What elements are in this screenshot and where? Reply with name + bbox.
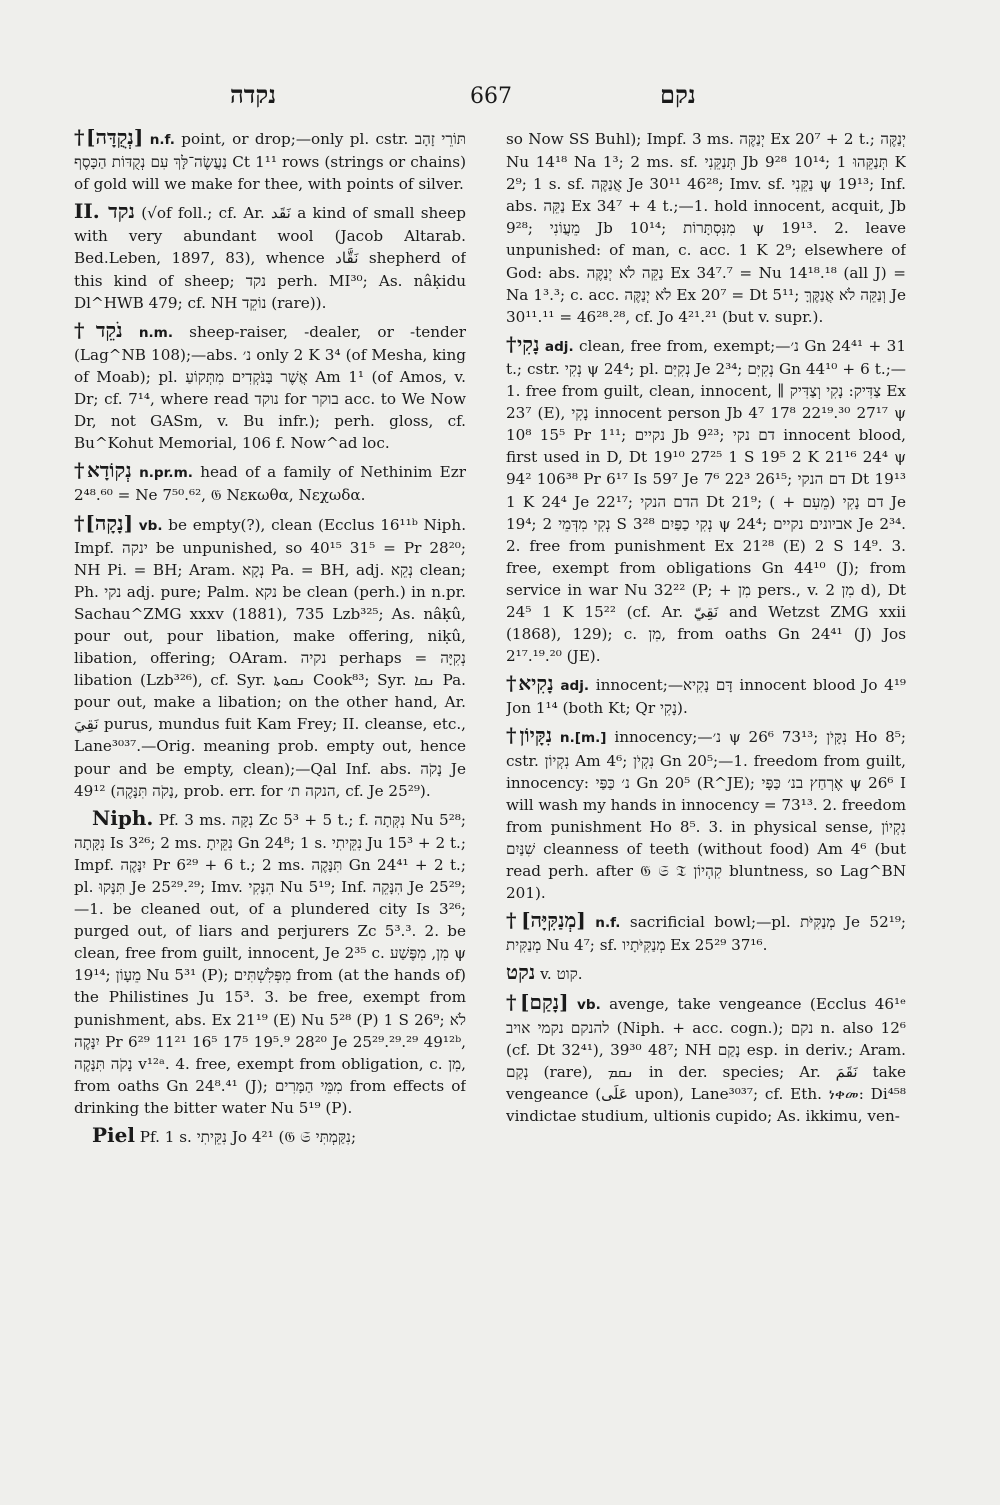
entry-headword: Piel — [92, 1123, 135, 1148]
entry-headword: †[נָקָה] — [74, 510, 134, 535]
entry-menaqqiyyah — [506, 909, 906, 956]
entry-headword: נקט — [506, 960, 536, 985]
entry-label: n.pr.m. — [139, 465, 193, 482]
entry-label: vb. — [577, 997, 601, 1014]
entry-headword: †נֹקֵד — [74, 317, 123, 342]
running-head-right: נקם — [660, 80, 696, 109]
page-number: 667 — [470, 84, 512, 109]
entry-label: n.f. — [595, 915, 621, 932]
entry-label: n.f. — [149, 132, 175, 148]
entry-naqah — [74, 512, 466, 802]
entry-headword: †נָקִיא — [506, 671, 554, 696]
entry-noqed — [74, 319, 466, 455]
entry-label: n.[m.] — [559, 730, 607, 747]
entry-text: v. קוט. — [540, 965, 583, 984]
entry-piel-continued — [506, 126, 906, 328]
entry-headword: II. נקד — [74, 199, 135, 224]
entry-text: so Now SS Buhl); Impf. 3 ms. יְנַקֶּה Ex 20⁷ + 2 t.; יְנַקֶּה Nu 14¹⁸ Na 1³; 2 ms. sf. תְּנַקֵּנִי Jb 9²⁸ 10¹⁴; תְּנַקֵּהוּ 1 K 2⁹; 1 s. sf. אֲנַקֶּה Je 30¹¹ 46²⁸; Imv. sf. נַקֵּנִי ψ 19¹³; Inf. abs. נַקֵּה Ex 34⁷ + 4 t.;—1. hold innocent, acquit, Jb 9²⁸; מֵעֲוֹנִי Jb 10¹⁴; מִנִּסְתָּרוֹת ψ 19¹³. 2. leave unpunished: of man, c. acc. 1 K 2⁹; elsewhere of God: abs. נַקֵּה לֹא יְנַקֶּה Ex 34⁷.⁷ = Nu 14¹⁸.¹⁸ (all J) = Na 1³.³; c. acc. לֹא יְנַקֶּה Ex 20⁷ = Dt 5¹¹; וְנַקֵּה לֹא אֲנַקֶּךָּ Je 30¹¹.¹¹ = 46²⁸.²⁸, cf. Jo 4²¹.²¹ (but v. supr.). — [506, 130, 906, 326]
entry-piel — [74, 1124, 466, 1149]
entry-text: point, or drop;—only pl. cstr. תּוֹרֵי זָהָב נַעֲשֶׂה־לָּךְ עִם נְקֻדּוֹת הַכָּסֶף Ct 1¹¹ rows (strings or chains) of gold will we make for thee, with points of silver. — [74, 130, 466, 194]
entry-headword: †נִקָּיוֹן — [506, 723, 553, 748]
entry-text: avenge, take vengeance (Ecclus 46¹ᵉ להנקם נקמי אויב (Niph. + acc. cogn.); נקם n. also 12⁶ (cf. Dt 32⁴¹), 39³⁰ 48⁷; NH נָקַם esp. in deriv.; Aram. נְקַם (rare), ܢܩܡ in der. species; Ar. نَقَمَ take vengeance (عَلَى upon), Lane³⁰³⁷; cf. Eth. ነቀመ: Di⁴⁵⁸ vindictae studium, ultionis cupido; As. ikkimu, ven- — [506, 995, 906, 1125]
entry-text: head of a family of Nethinim Ezr 2⁴⁸.⁶⁰ = Ne 7⁵⁰.⁶², 𝔊 Νεκωθα, Νεχωδα. — [74, 463, 466, 505]
right-column — [506, 126, 906, 1486]
entry-text: be empty(?), clean (Ecclus 16¹¹ᵇ Niph. Impf. ינקה be unpunished, so 40¹⁵ 31⁵ = Pr 28²⁰; NH Pi. = BH; Aram. נְקָא Pa. = BH, adj. נְקֵא clean; Ph. נקי adj. pure; Palm. נקא be clean (perh.) in n.pr. Sachau^ZMG xxxv (1881), 735 Lzb³²⁵; As. nâḳû, pour out, pour libation, make offering, niḳû, libation, offering; OAram. נקיה perhaps = נְקִיָּה libation (Lzb³²⁶), cf. Syr. ܢܩܘܬܐ Cook⁸³; Syr. ܢܩܐ Pa. pour out, make a libation; on the other hand, Ar. نَقِيَ purus, mundus fuit Kam Frey; II. cleanse, etc., Lane³⁰³⁷.—Orig. meaning prob. empty out, hence pour and be empty, clean);—Qal Inf. abs. נָקֹה Je 49¹² (נָקֹה תִּנָּקֶה, prob. err. for הנקה ת׳, cf. Je 25²⁹). — [74, 515, 466, 800]
entry-niphal — [74, 807, 466, 1119]
entry-nqt — [506, 961, 906, 986]
entry-headword: †[מְנַקִּיָּה] — [506, 908, 586, 933]
entry-text: sheep-raiser, -dealer, or -tender (Lag^NB 108);—abs. נ׳ only 2 K 3⁴ (of Mesha, king of Moab); pl. אֲשֶׁר בַּנֹּקְדִים מִתְּקוֹעַ Am 1¹ (of Amos, v. Dr; cf. 7¹⁴, where read נוקד for בוקר acc. to We Now Dr, not GASm, v. Bu infr.); perh. gloss, cf. Bu^Kohut Memorial, 106 f. Now^ad loc. — [74, 322, 466, 453]
entry-text: innocent;—דָּם נָקִיא innocent blood Jo 4¹⁹ Jon 1¹⁴ (both Kt; Qr נָקִי). — [506, 676, 906, 718]
entry-headword: †[נָקַם] — [506, 990, 569, 1015]
entry-nequddah — [74, 126, 466, 195]
entry-text: (√of foll.; cf. Ar. نَقَد a kind of small sheep with very abundant wool (Jacob Altarab. Bed.Leben, 1897, 83), whence نَقَّاد shepherd of this kind of sheep; נקד perh. MI³⁰; As. nâḳidu Dl^HWB 479; cf. NH נוֹקֵד (rare)). — [74, 204, 466, 312]
entry-label: vb. — [138, 517, 163, 534]
entry-headword: †נְקוֹדָא — [74, 458, 132, 483]
entry-text: Pf. 3 ms. נִקָּה Zc 5³ + 5 t.; f. נִקְּתָה Nu 5²⁸; נִקָּתָה Is 3²⁶; 2 ms. נִקֵּיתָ Gn 24⁸; 1 s. נִקֵּיתִי Ju 15³ + 2 t.; Impf. יִנָּקֶה Pr 6²⁹ + 6 t.; 2 ms. תִּנָּקֶה Gn 24⁴¹ + 2 t.; pl. תִּנָּקוּ Je 25²⁹.²⁹; Imv. הִנָּקִי Nu 5¹⁹; Inf. הִנָּקֵה Je 25²⁹;—1. be cleaned out, of a plundered city Is 3²⁶; purged out, of liars and perjurers Zc 5³.³. 2. be clean, free from guilt, innocent, Je 2³⁵ c. מִן, מִפֶּשַׁע ψ 19¹⁴; מֵעָוֹן Nu 5³¹ (P); מִפְּלִשְׁתִּים from (at the hands of) the Philistines Ju 15³. 3. be free, exempt from punishment, abs. Ex 21¹⁹ (E) Nu 5²⁸ (P) 1 S 26⁹; לֹא יִנָּקֶה Pr 6²⁹ 11²¹ 16⁵ 17⁵ 19⁵.⁹ 28²⁰ Je 25²⁹.²⁹.²⁹ 49¹²ᵇ, נָקֹה תִּנָּקֶה v¹²ᵃ. 4. free, exempt from obligation, c. מִן, from oaths Gn 24⁸.⁴¹ (J); מִמֵּי הַמָּרִים from effects of drinking the bitter water Nu 5¹⁹ (P). — [74, 810, 466, 1117]
entry-label: adj. — [560, 678, 590, 695]
entry-naqi-aleph — [506, 672, 906, 719]
entry-naqam — [506, 991, 906, 1127]
entry-niqqayon — [506, 724, 906, 904]
entry-headword: †נָקִי — [506, 331, 540, 356]
entry-label: adj. — [544, 338, 574, 355]
entry-root-nqd-ii — [74, 200, 466, 313]
entry-text: clean, free from, exempt;—נ׳ Gn 24⁴¹ + 31 t.; cstr. נְקִי ψ 24⁴; pl. נְקִיִּם Je 2³⁴; נְקִיִּם Gn 44¹⁰ + 6 t.;—1. free from guilt, clean, innocent, ∥ צַדִּיק: נָקִי וְצַדִּיק Ex 23⁷ (E), נָקִי innocent person Jb 4⁷ 17⁸ 22¹⁹.³⁰ 27¹⁷ ψ 10⁸ 15⁵ Pr 1¹¹; נקיים Jb 9²³; דם נקי innocent blood, first used in D, Dt 19¹⁰ 27²⁵ 1 S 19⁵ 2 K 21¹⁶ 24⁴ ψ 94² 106³⁸ Pr 6¹⁷ Is 59⁷ Je 7⁶ 22³ 26¹⁵; דם הנקי Dt 19¹³ 1 K 24⁴ Je 22¹⁷; הדם הנקי Dt 21⁹; דם נָקִי (מֵעִם + ) Je 19⁴; נְקִי מִדְּמֵי 2 S 3²⁸ נְקִי כַפַּיִם ψ 24⁴; אביונים נקיים Je 2³⁴. 2. free from punishment Ex 21²⁸ (E) 2 S 14⁹. 3. free, exempt from obligations Gn 44¹⁰ (J); from service in war Nu 32²² (P; + מִן pers., v. מִן 2 d), Dt 24⁵ 1 K 15²² (cf. Ar. نَقِيّ and Wetzst ZMG xxii (1868), 129); c. מִן, from oaths Gn 24⁴¹ (J) Jos 2¹⁷.¹⁹.²⁰ (JE). — [506, 336, 906, 666]
entry-text: Pf. 1 s. נִקֵּיתִי Jo 4²¹ (𝔊 𝔖 נִקַּמְתִּי; — [139, 1128, 357, 1147]
entry-label: n.m. — [138, 324, 173, 341]
entry-neqoda — [74, 459, 466, 506]
entry-text: sacrificial bowl;—pl. מְנַקִּיֹּת Je 52¹⁹; מְנַקִּית Nu 4⁷; sf. מְנַקִּיֹּתָיו Ex 25²⁹ 37¹⁶. — [506, 913, 906, 955]
running-head-left: נקדה — [230, 80, 276, 109]
left-column — [74, 126, 466, 1486]
entry-headword: †[נְקֻדָּה] — [74, 126, 144, 149]
entry-naqi — [506, 333, 906, 667]
entry-text: innocency;—נ׳ ψ 26⁶ 73¹³; נִקָּיֹן Ho 8⁵; cstr. נִקְיוֹן Am 4⁶; נִקְיֹן Gn 20⁵;—1. freedom from guilt, innocency: נ׳ כַּפַּי Gn 20⁵ (R^JE); אֶרְחַץ בנ׳ כַּפָּי ψ 26⁶ I will wash my hands in innocency = 73¹³. 2. freedom from punishment Ho 8⁵. 3. in physical sense, נִקְיוֹן שִׁנַּיִם cleanness of teeth (without food) Am 4⁶ (but read perh. after 𝔊 𝔖 𝔗 קִהְיוֹן bluntness, so Lag^BN 201). — [506, 728, 906, 903]
entry-headword: Niph. — [92, 805, 154, 830]
